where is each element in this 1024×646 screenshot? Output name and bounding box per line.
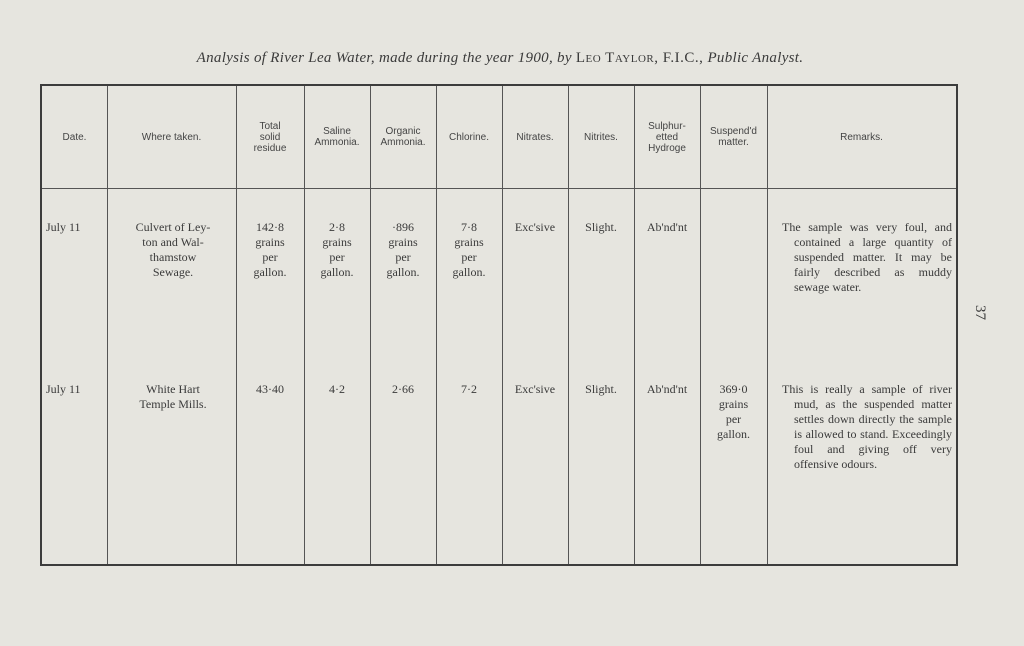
row1-organic-ammonia: ·896 grains per gallon. <box>386 220 420 279</box>
row1-sulphuretted: Ab'nd'nt <box>646 220 688 234</box>
row2-suspended: 369·0 grains per gallon. <box>717 382 750 441</box>
header-suspended-matter: Suspend'd matter. <box>710 126 757 148</box>
row2-organic-ammonia: 2·66 <box>392 382 414 396</box>
header-saline-ammonia: Saline Ammonia. <box>314 126 360 148</box>
header-remarks: Remarks. <box>840 131 883 143</box>
row2-total-solid: 43·40 <box>256 382 284 396</box>
row1-date: July 11 <box>46 220 81 234</box>
row2-where-taken: White Hart Temple Mills. <box>139 382 207 411</box>
header-sulphuretted-hydrogen: Sulphur- etted Hydroge <box>648 120 686 154</box>
page-title <box>0 50 1000 67</box>
header-organic-ammonia: Organic Ammonia. <box>380 126 426 148</box>
row2-date: July 11 <box>46 382 81 396</box>
header-divider <box>42 188 956 189</box>
title-part1: Analysis of River Lea Water, made during the year 1900, by <box>196 50 572 66</box>
header-where-taken: Where taken. <box>141 131 202 143</box>
title-analyst: Leo Taylor, F.I.C., <box>575 50 704 66</box>
row1-remarks: The sample was very foul, and contained a large quantity of suspended matter. It may be fairly described as muddy sewage water. <box>782 220 952 294</box>
row1-total-solid: 142·8 grains per gallon. <box>253 220 287 279</box>
page-number: 37 <box>972 305 988 320</box>
header-chlorine: Chlorine. <box>448 131 490 143</box>
row2-saline-ammonia: 4·2 <box>329 382 345 396</box>
analysis-table <box>40 84 958 566</box>
row1-chlorine: 7·8 grains per gallon. <box>452 220 486 279</box>
header-date: Date. <box>62 131 87 143</box>
title-part2: Public Analyst. <box>707 50 804 66</box>
row2-sulphuretted: Ab'nd'nt <box>646 382 688 396</box>
row1-saline-ammonia: 2·8 grains per gallon. <box>320 220 354 279</box>
header-nitrites: Nitrites. <box>584 131 618 143</box>
row1-where-taken: Culvert of Ley- ton and Wal- thamstow Sewage. <box>135 220 211 279</box>
header-nitrates: Nitrates. <box>516 131 554 143</box>
row2-nitrites: Slight. <box>585 382 617 396</box>
header-total-solid-residue: Total solid residue <box>253 120 287 154</box>
row2-nitrates: Exc'sive <box>514 382 556 396</box>
row2-remarks: This is really a sample of river mud, as the suspended matter settles down directly the sample is allowed to stand. Exceedingly foul and giving off very offensive odours. <box>782 382 952 471</box>
row1-nitrates: Exc'sive <box>514 220 556 234</box>
row1-nitrites: Slight. <box>585 220 617 234</box>
row2-chlorine: 7·2 <box>461 382 477 396</box>
